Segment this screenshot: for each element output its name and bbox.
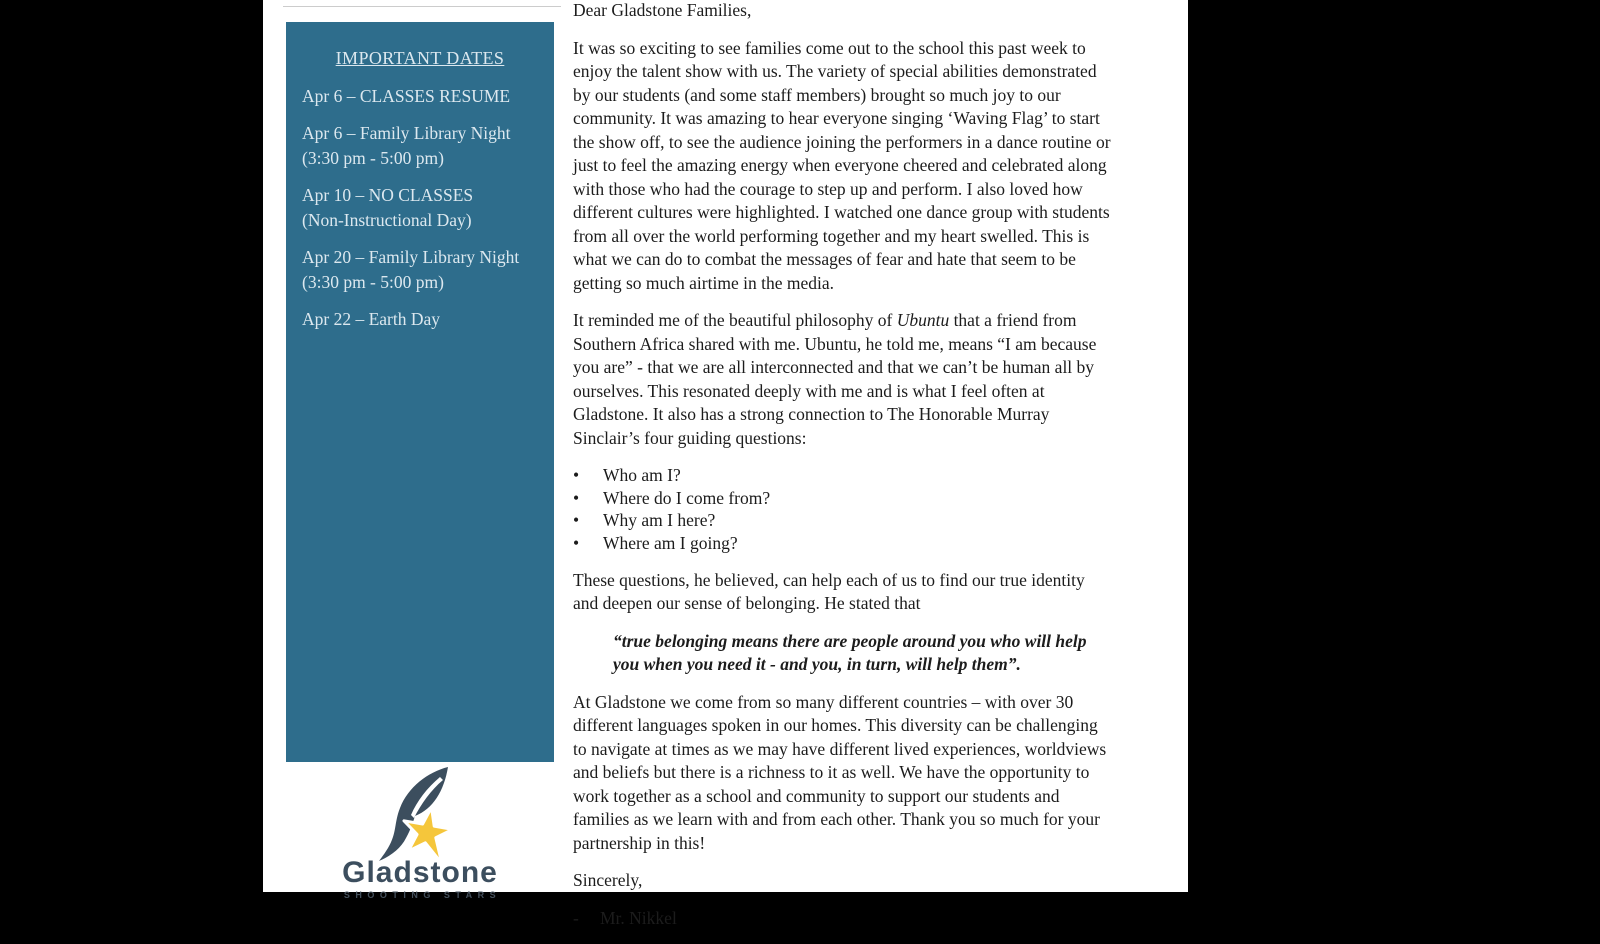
letter-body [573, 0, 1113, 944]
newsletter-page [263, 0, 1188, 928]
letter-paragraph-4: At Gladstone we come from so many different countries – with over 30 different languages spoken in our homes. This diversity can be challenging to navigate at times as we may have different lived experiences, worldviews and beliefs but there is a richness to it as well. We have the opportunity to work together as a school and community to support our students and families as we learn with and from each other. Thank you so much for your partnership in this! [573, 691, 1107, 853]
quote-line: you when you need it - and you, in turn, will help them”. [613, 654, 1021, 675]
date-item [302, 307, 538, 332]
list-item-text: Why am I here? [603, 510, 716, 531]
letter-paragraph-1: It was so exciting to see families come out to the school this past week to enjoy the talent show with us. The variety of special abilities demonstrated by our students (and some staff members) brought so much joy to our community. It was amazing to hear everyone singing ‘Waving Flag’ to start the show off, to see the audience joining the performers in a dance routine or just to feel the amazing energy when everyone cheered and celebrated along with those who had the courage to step up and perform. I also loved how different cultures were highlighted. I watched one dance group with students from all over the world performing together and my heart swelled. This is what we can do to combat the messages of fear and hate that seem to be getting so much airtime in the media. [573, 37, 1111, 293]
date-item-line: Apr 22 – Earth Day [302, 309, 441, 329]
letter-paragraph-3: These questions, he believed, can help each of us to find our true identity and deepen our sense of belonging. He stated that [573, 569, 1085, 614]
signature-line [573, 907, 1113, 931]
date-item-time: (3:30 pm - 5:00 pm) [302, 148, 444, 168]
date-item-time: (3:30 pm - 5:00 pm) [302, 272, 444, 292]
list-item [573, 509, 1113, 532]
signature-name: Mr. Nikkel [600, 907, 677, 928]
logo-tagline: SHOOTING STARS [343, 890, 502, 900]
date-item-time: (Non-Instructional Day) [302, 210, 472, 230]
page-top-divider [283, 6, 561, 7]
date-item-line: Apr 6 – CLASSES RESUME [302, 86, 511, 106]
belonging-quote [613, 630, 1113, 677]
date-item [302, 121, 538, 171]
list-item-text: Where do I come from? [603, 487, 771, 508]
bullet-icon: • [573, 465, 580, 485]
important-dates-sidebar [286, 22, 554, 762]
list-item [573, 487, 1113, 510]
sidebar-title: IMPORTANT DATES [335, 48, 505, 68]
quote-line: “true belonging means there are people around you who will help [613, 630, 1087, 651]
list-item-text: Who am I? [603, 465, 681, 485]
list-item [573, 532, 1113, 555]
list-item [573, 464, 1113, 487]
logo-wordmark: Gladstone [342, 856, 498, 889]
paragraph-2-text: that a friend from Southern Africa shared with me. Ubuntu, he told me, means “I am because you are” - that we are all interconnected and that we can’t be human all by ourselves. This resonated deeply with me and is what I feel often at Gladstone. It also has a strong connection to The Honorable Murray Sinclair’s four guiding questions: [573, 310, 1097, 448]
guiding-questions-list [573, 464, 1113, 555]
letter-greeting: Dear Gladstone Families, [573, 0, 752, 20]
list-item-text: Where am I going? [603, 533, 738, 554]
date-item [302, 245, 538, 295]
signature-dash: - [573, 907, 579, 928]
date-item-line: Apr 10 – NO CLASSES [302, 185, 474, 205]
letter-closing: Sincerely, [573, 870, 643, 891]
paragraph-2-text: It reminded me of the beautiful philosophy of [573, 310, 897, 330]
date-item-line: Apr 20 – Family Library Night [302, 247, 520, 267]
gladstone-logo [286, 765, 554, 900]
date-item-line: Apr 6 – Family Library Night [302, 123, 511, 143]
letter-paragraph-2 [573, 309, 1113, 450]
ubuntu-italic: Ubuntu [896, 310, 950, 330]
date-item [302, 183, 538, 233]
date-item [302, 84, 538, 109]
bullet-icon: • [573, 510, 580, 531]
bullet-icon: • [573, 533, 580, 554]
bullet-icon: • [573, 487, 580, 508]
shooting-star-feather-icon [286, 765, 554, 865]
